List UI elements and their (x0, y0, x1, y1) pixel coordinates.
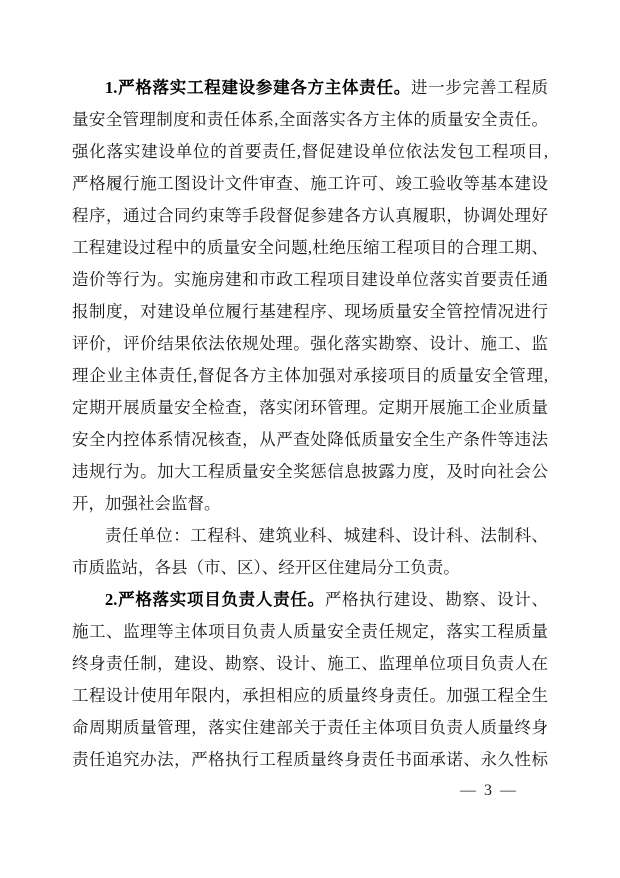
text-run: 进一步完善工程质 (410, 78, 549, 97)
text-run: 安全内控体系情况核查，从严查处降低质量安全生产条件等违法 (72, 430, 548, 449)
text-run: 工程设计使用年限内，承担相应的质量终身责任。加强工程全生 (72, 686, 548, 705)
text-run: 违规行为。加大工程质量安全奖惩信息披露力度，及时向社会公 (72, 462, 548, 481)
text-run: 理企业主体责任,督促各方主体加强对承接项目的质量安全管理, (72, 366, 548, 385)
text-line (72, 136, 548, 168)
text-line (72, 584, 548, 616)
text-line (72, 424, 548, 456)
text-line-responsible-units (72, 520, 548, 552)
text-run: 程序，通过合同约束等手段督促参建各方认真履职，协调处理好 (72, 206, 548, 225)
text-run: 市质监站，各县（市、区）、经开区住建局分工负责。 (72, 558, 460, 577)
document-body (72, 72, 548, 776)
text-run: 终身责任制，建设、勘察、设计、施工、监理单位项目负责人在 (72, 654, 548, 673)
text-line (72, 360, 548, 392)
text-line (72, 456, 548, 488)
text-line (72, 104, 548, 136)
page-number: — 3 — (460, 782, 518, 799)
text-line (72, 328, 548, 360)
section-heading: 2.严格落实项目负责人责任。 (105, 590, 325, 609)
text-line (72, 264, 548, 296)
text-run: 评价，评价结果依法依规处理。强化落实勘察、设计、施工、监 (72, 334, 548, 353)
text-line (72, 712, 548, 744)
text-line (72, 552, 548, 584)
section-heading: 1.严格落实工程建设参建各方主体责任。 (105, 78, 411, 97)
text-line (72, 296, 548, 328)
text-run: 责任追究办法，严格执行工程质量终身责任书面承诺、永久性标 (72, 750, 548, 769)
text-line (72, 648, 548, 680)
text-line (72, 232, 548, 264)
text-line (72, 168, 548, 200)
text-run: 施工、监理等主体项目负责人质量安全责任规定，落实工程质量 (72, 622, 548, 641)
text-run: 造价等行为。实施房建和市政工程项目建设单位落实首要责任通 (72, 270, 548, 289)
text-line (72, 200, 548, 232)
text-run: 命周期质量管理，落实住建部关于责任主体项目负责人质量终身 (72, 718, 548, 737)
text-line (72, 488, 548, 520)
text-line (72, 72, 548, 104)
text-run: 报制度，对建设单位履行基建程序、现场质量安全管控情况进行 (72, 302, 548, 321)
text-run: 严格履行施工图设计文件审查、施工许可、竣工验收等基本建设 (72, 174, 548, 193)
text-line (72, 616, 548, 648)
text-line (72, 392, 548, 424)
text-run: 量安全管理制度和责任体系,全面落实各方主体的质量安全责任。 (72, 110, 548, 129)
text-run: 定期开展质量安全检查，落实闭环管理。定期开展施工企业质量 (72, 398, 548, 417)
text-line (72, 744, 548, 776)
text-run: 工程建设过程中的质量安全问题,杜绝压缩工程项目的合理工期、 (72, 238, 548, 257)
text-run: 开，加强社会监督。 (72, 494, 221, 513)
text-run: 责任单位：工程科、建筑业科、城建科、设计科、法制科、 (105, 526, 548, 545)
text-line (72, 680, 548, 712)
text-run: 严格执行建设、勘察、设计、 (324, 590, 549, 609)
text-run: 强化落实建设单位的首要责任,督促建设单位依法发包工程项目, (72, 142, 548, 161)
